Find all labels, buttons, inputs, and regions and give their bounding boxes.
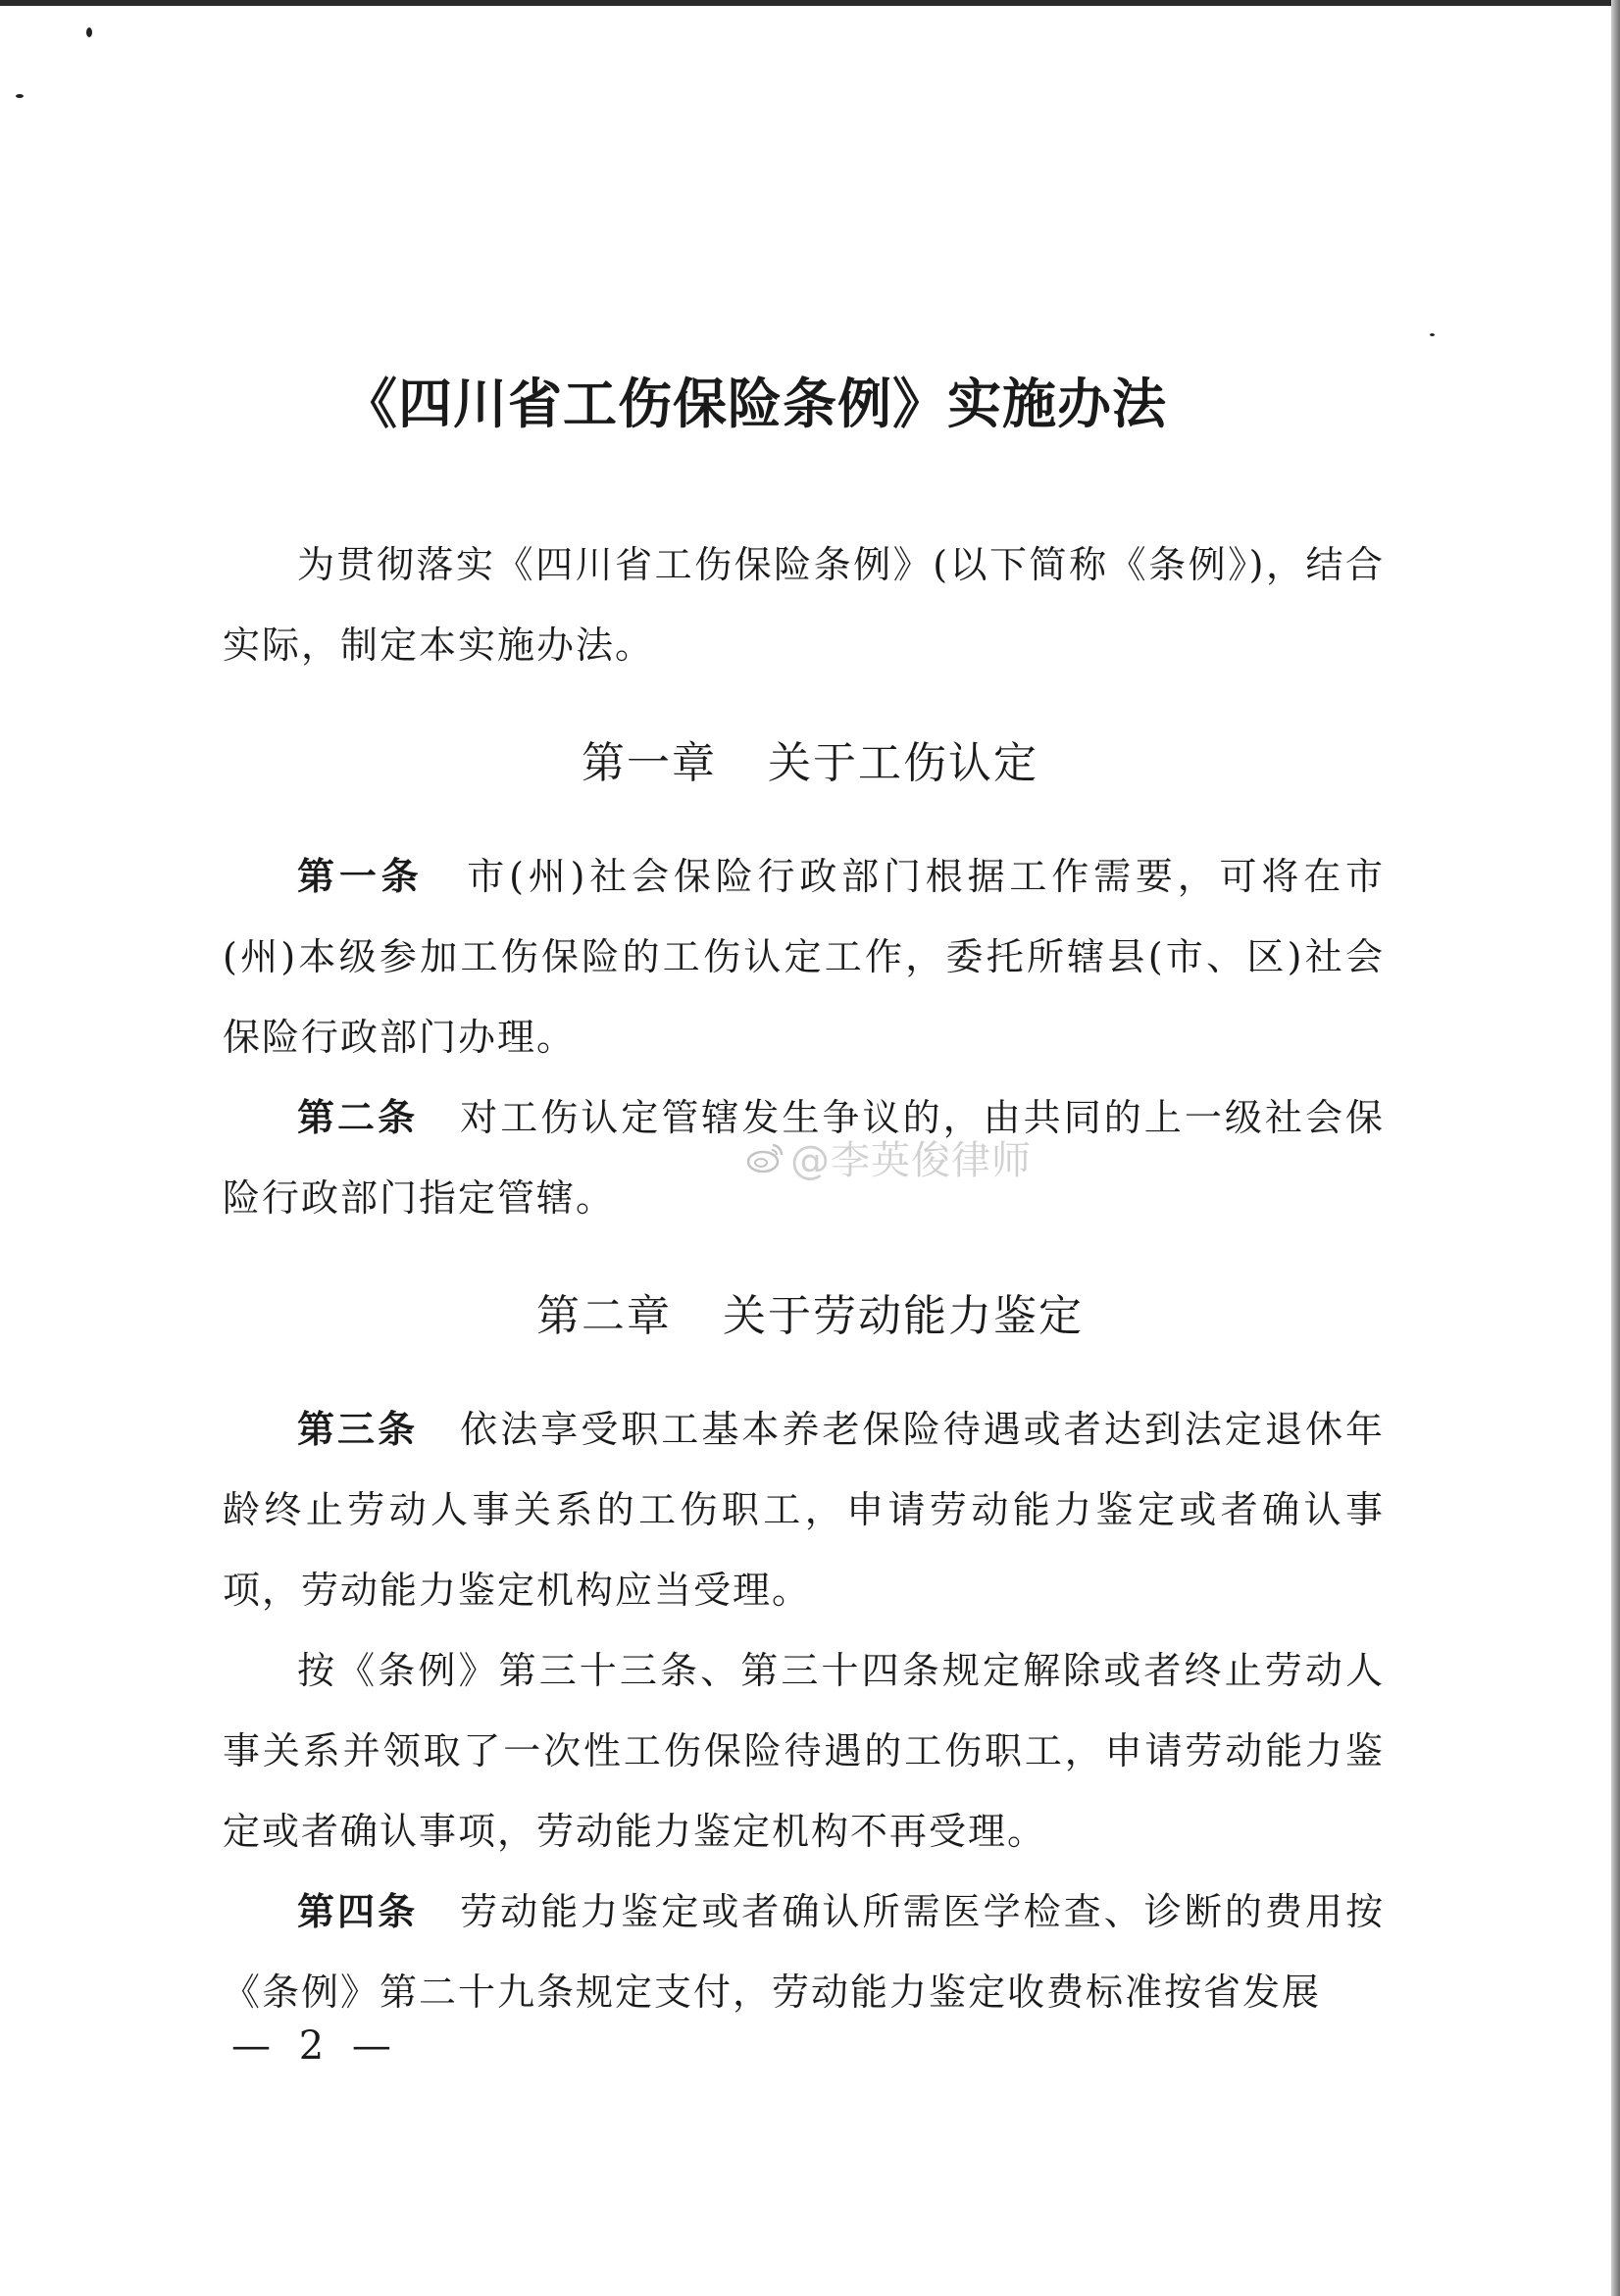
page-number: — 2 — xyxy=(231,2023,399,2069)
article-text: 市(州)社会保险行政部门根据工作需要，可将在市(州)本级参加工伤保险的工伤认定工作，委托所辖县(市、区)社会保险行政部门办理。 xyxy=(223,855,1385,1059)
chapter-number: 第二章 xyxy=(536,1291,672,1341)
article-paragraph: 按《条例》第三十三条、第三十四条规定解除或者终止劳动人事关系并领取了一次性工伤保险待遇的工伤职工，申请劳动能力鉴定或者确认事项，劳动能力鉴定机构不再受理。 xyxy=(223,1649,1385,1853)
article-label: 第四条 xyxy=(297,1890,419,1933)
preamble-text: 为贯彻落实《四川省工伤保险条例》(以下简称《条例》)，结合实际，制定本实施办法。 xyxy=(223,543,1385,667)
weibo-icon xyxy=(745,1141,785,1174)
article-label: 第三条 xyxy=(297,1408,419,1451)
chapter-name: 关于工伤认定 xyxy=(768,738,1038,788)
scan-speck xyxy=(16,94,24,98)
chapter-number: 第一章 xyxy=(582,738,717,788)
preamble-block xyxy=(223,524,1385,685)
article-label: 第二条 xyxy=(297,1096,419,1139)
chapter-heading-2 xyxy=(0,1280,1620,1343)
article-label: 第一条 xyxy=(297,855,424,898)
scan-speck xyxy=(86,27,92,37)
article-text: 依法享受职工基本养老保险待遇或者达到法定退休年龄终止劳动人事关系的工伤职工，申请劳动能力鉴定或者确认事项，劳动能力鉴定机构应当受理。 xyxy=(223,1408,1385,1612)
scan-speck xyxy=(1430,333,1435,336)
watermark-text: @李英俊律师 xyxy=(790,1138,1032,1183)
article-text: 对工伤认定管辖发生争议的，由共同的上一级社会保险行政部门指定管辖。 xyxy=(223,1096,1385,1220)
article-4 xyxy=(223,1872,1385,2032)
article-text: 劳动能力鉴定或者确认所需医学检查、诊断的费用按《条例》第二十九条规定支付，劳动能力鉴定收费标准按省发展 xyxy=(223,1890,1385,2014)
chapter-heading-1 xyxy=(0,727,1620,790)
chapter-name: 关于劳动能力鉴定 xyxy=(723,1291,1084,1341)
scan-border-right xyxy=(1611,0,1620,2296)
article-3 xyxy=(223,1389,1385,1872)
watermark xyxy=(745,1129,1032,1185)
document-title: 《四川省工伤保险条例》实施办法 xyxy=(342,373,1167,435)
article-1 xyxy=(223,836,1385,1077)
scan-border-top xyxy=(0,0,1620,6)
